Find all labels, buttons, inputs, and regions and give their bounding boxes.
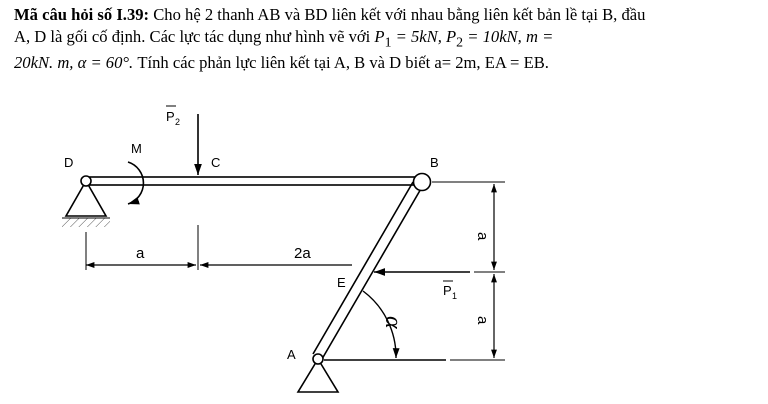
label-p2-sub: 2: [175, 117, 181, 127]
dimension-vertical: [432, 182, 505, 360]
label-p2-letter: P: [166, 109, 175, 124]
p2-subscript: 2: [456, 33, 464, 49]
hinge-b: [414, 174, 431, 191]
m-equation: m =: [525, 26, 554, 46]
dimension-a-right-top: a: [474, 232, 491, 241]
bar-ab: [313, 182, 422, 359]
label-b: B: [430, 155, 439, 170]
p1-subscript: 1: [384, 33, 392, 49]
label-c: C: [211, 155, 221, 170]
beam-db: [86, 177, 422, 185]
label-p2: [166, 106, 180, 127]
p2-symbol: P: [446, 26, 457, 46]
p1-symbol: P: [374, 26, 385, 46]
dimension-2a: 2a: [294, 245, 311, 262]
label-m: M: [131, 141, 142, 156]
label-p1-sub: 1: [452, 291, 458, 301]
dimension-horizontal: [86, 225, 352, 270]
problem-values: 20kN. m, α = 60°.: [14, 53, 134, 73]
question-label: Mã câu hỏi số I.39:: [14, 5, 150, 24]
dimension-a-left: a: [136, 245, 145, 262]
problem-line-3-text: Tính các phản lực liên kết tại A, B và D biết a= 2m, EA = EB.: [137, 53, 549, 73]
label-p1-letter: P: [443, 283, 452, 298]
label-e: E: [337, 275, 346, 290]
p1-value: = 5kN,: [395, 26, 442, 46]
problem-line-1-text: Cho hệ 2 thanh AB và BD liên kết với nhau bằng liên kết bản lề tại B, đầu: [153, 5, 646, 24]
label-a: A: [287, 347, 296, 362]
p2-value: = 10kN,: [467, 26, 522, 46]
label-d: D: [64, 155, 74, 170]
problem-line-2-text: A, D là gối cố định. Các lực tác dụng như hình vẽ với: [14, 26, 371, 46]
dimension-a-right-bottom: a: [474, 316, 491, 325]
angle-alpha-label: α: [380, 316, 406, 329]
label-p1: [443, 281, 457, 301]
